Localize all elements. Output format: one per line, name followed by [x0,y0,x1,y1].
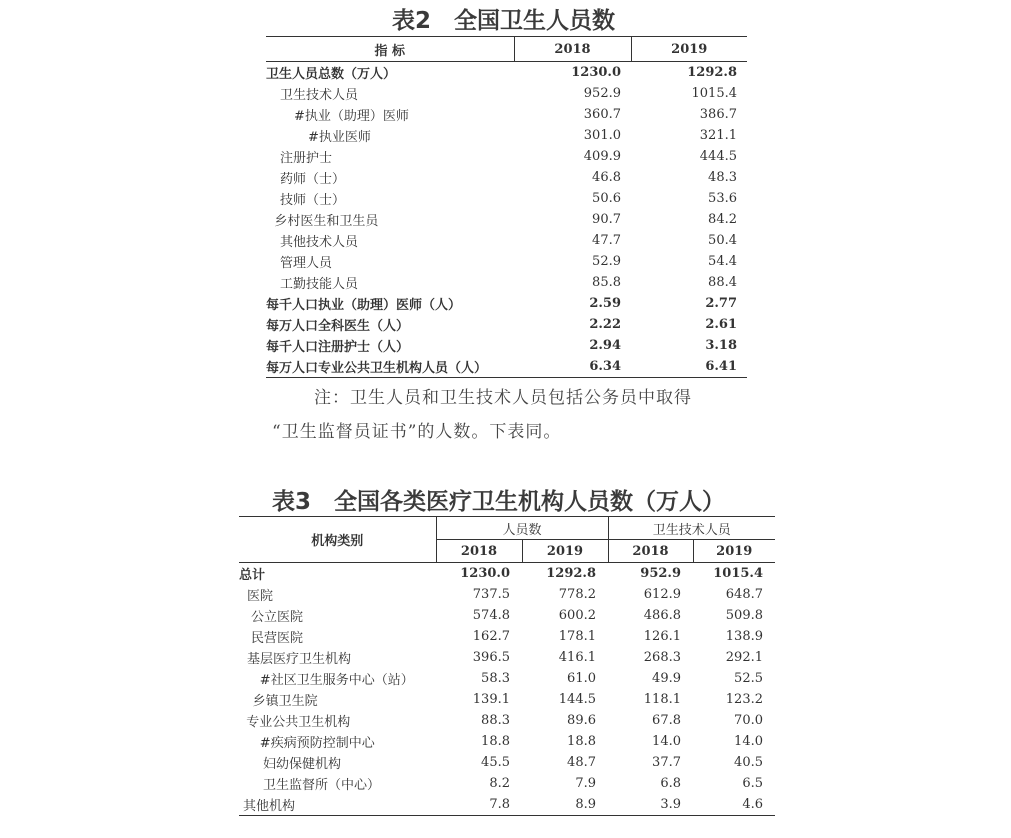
value-2019: 54.4 [708,254,737,269]
value-d: 6.5 [742,776,763,791]
col-category: 机构类别 [239,517,436,563]
value-a: 574.8 [472,608,510,623]
value-c: 612.9 [643,587,681,602]
row-label: 技师（士） [280,193,346,208]
value-2019: 6.41 [705,359,737,374]
value-2019: 321.1 [699,128,737,143]
value-2018: 2.22 [589,317,621,332]
table-row [266,314,747,335]
row-label: 妇幼保健机构 [263,757,342,772]
value-2019: 444.5 [699,149,737,164]
row-label: 每千人口执业（助理）医师（人） [266,298,462,313]
value-d: 292.1 [725,650,763,665]
value-a: 7.8 [489,797,510,812]
row-label: 卫生人员总数（万人） [266,67,397,82]
table-row [239,710,775,731]
table-row [239,563,775,585]
value-2019: 48.3 [708,170,737,185]
row-label: 基层医疗卫生机构 [247,652,352,667]
value-a: 18.8 [481,734,510,749]
table-row [266,62,747,84]
value-a: 45.5 [481,755,510,770]
table-row [266,356,747,378]
table-row [239,773,775,794]
value-2019: 3.18 [705,338,737,353]
table-row [266,104,747,125]
value-d: 14.0 [734,734,763,749]
value-2019: 1015.4 [691,86,737,101]
row-label: #疾病预防控制中心 [259,736,375,751]
value-b: 18.8 [567,734,596,749]
value-a: 396.5 [472,650,510,665]
value-b: 89.6 [567,713,596,728]
col-2018: 2018 [514,37,631,62]
value-c: 486.8 [643,608,681,623]
table-row [239,731,775,752]
value-a: 88.3 [481,713,510,728]
value-b: 144.5 [558,692,596,707]
row-label: 民营医院 [251,631,304,646]
value-2019: 50.4 [708,233,737,248]
value-2019: 1292.8 [687,65,737,80]
value-c: 952.9 [640,566,681,581]
value-b: 178.1 [558,629,596,644]
table-row [266,125,747,146]
table3-title: 表3 全国各类医疗卫生机构人员数（万人） [272,489,726,515]
value-d: 1015.4 [713,566,763,581]
value-2018: 1230.0 [571,65,621,80]
table-row [266,335,747,356]
value-2018: 6.34 [589,359,621,374]
value-a: 8.2 [489,776,510,791]
value-d: 509.8 [725,608,763,623]
value-2018: 2.59 [589,296,621,311]
value-b: 61.0 [567,671,596,686]
value-c: 37.7 [652,755,681,770]
value-c: 268.3 [643,650,681,665]
value-2018: 46.8 [592,170,621,185]
row-label: 每千人口注册护士（人） [266,340,410,355]
table-row [266,293,747,314]
table2-note-line1: 注：卫生人员和卫生技术人员包括公务员中取得 [314,388,692,408]
value-b: 778.2 [558,587,596,602]
row-label: 乡镇卫生院 [252,694,318,709]
table-row [239,668,775,689]
row-label: 每万人口专业公共卫生机构人员（人） [266,361,488,376]
row-label: 乡村医生和卫生员 [274,214,379,229]
value-2019: 2.77 [705,296,737,311]
value-b: 8.9 [575,797,596,812]
value-2019: 53.6 [708,191,737,206]
value-2018: 360.7 [583,107,621,122]
row-label: 总计 [239,568,266,583]
value-c: 6.8 [660,776,681,791]
table-row [266,188,747,209]
row-label: 专业公共卫生机构 [246,715,351,730]
value-2018: 50.6 [592,191,621,206]
row-label: #执业医师 [308,130,371,145]
value-c: 126.1 [643,629,681,644]
table-row [266,83,747,104]
table-row [239,584,775,605]
table3-body [239,563,775,816]
value-2019: 2.61 [705,317,737,332]
col-staff-2019: 2019 [522,540,608,563]
table-row [266,272,747,293]
table-row [266,209,747,230]
value-a: 139.1 [472,692,510,707]
value-2018: 90.7 [592,212,621,227]
table2-title: 表2 全国卫生人员数 [392,8,616,34]
table-row [266,167,747,188]
value-2019: 386.7 [699,107,737,122]
value-2018: 409.9 [583,149,621,164]
col-2019: 2019 [671,41,708,57]
value-2018: 952.9 [583,86,621,101]
value-c: 67.8 [652,713,681,728]
table-row [266,251,747,272]
col-group-staff: 人员数 [436,517,608,540]
table2 [266,36,747,378]
value-2018: 52.9 [592,254,621,269]
value-b: 7.9 [575,776,596,791]
value-a: 162.7 [472,629,510,644]
value-d: 4.6 [742,797,763,812]
value-d: 52.5 [734,671,763,686]
value-d: 648.7 [725,587,763,602]
table2-body [266,62,747,378]
table-row [239,647,775,668]
table-row [239,689,775,710]
col-tech-2018: 2018 [608,540,693,563]
table-row [239,605,775,626]
value-c: 49.9 [652,671,681,686]
value-c: 14.0 [652,734,681,749]
table2-note-line2: “卫生监督员证书”的人数。下表同。 [272,422,562,442]
col-staff-2018: 2018 [436,540,522,563]
row-label: 每万人口全科医生（人） [266,319,410,334]
value-2019: 84.2 [708,212,737,227]
col-group-tech: 卫生技术人员 [608,517,775,540]
row-label: #执业（助理）医师 [294,109,409,124]
value-a: 737.5 [472,587,510,602]
col-tech-2019: 2019 [716,543,753,559]
row-label: 其他机构 [243,799,296,814]
table-row [266,230,747,251]
row-label: 卫生技术人员 [280,88,359,103]
value-d: 123.2 [725,692,763,707]
value-d: 40.5 [734,755,763,770]
value-b: 416.1 [558,650,596,665]
value-a: 58.3 [481,671,510,686]
value-d: 70.0 [734,713,763,728]
value-d: 138.9 [725,629,763,644]
value-b: 48.7 [567,755,596,770]
value-b: 600.2 [558,608,596,623]
value-c: 118.1 [643,692,681,707]
row-label: 公立医院 [251,610,304,625]
table-row [239,794,775,816]
value-2018: 301.0 [583,128,621,143]
value-2018: 85.8 [592,275,621,290]
row-label: 管理人员 [280,256,333,271]
row-label: 工勤技能人员 [280,277,359,292]
row-label: 药师（士） [280,172,346,187]
table-row [239,626,775,647]
value-2018: 2.94 [589,338,621,353]
row-label: 注册护士 [280,151,333,166]
table-row [239,752,775,773]
value-a: 1230.0 [460,566,510,581]
value-b: 1292.8 [546,566,596,581]
row-label: #社区卫生服务中心（站） [259,673,414,688]
value-2019: 88.4 [708,275,737,290]
value-c: 3.9 [660,797,681,812]
table-row [266,146,747,167]
row-label: 医院 [247,589,274,604]
col-indicator: 指 标 [266,37,514,62]
table3 [239,516,775,816]
row-label: 其他技术人员 [280,235,359,250]
value-2018: 47.7 [592,233,621,248]
row-label: 卫生监督所（中心） [263,778,381,793]
